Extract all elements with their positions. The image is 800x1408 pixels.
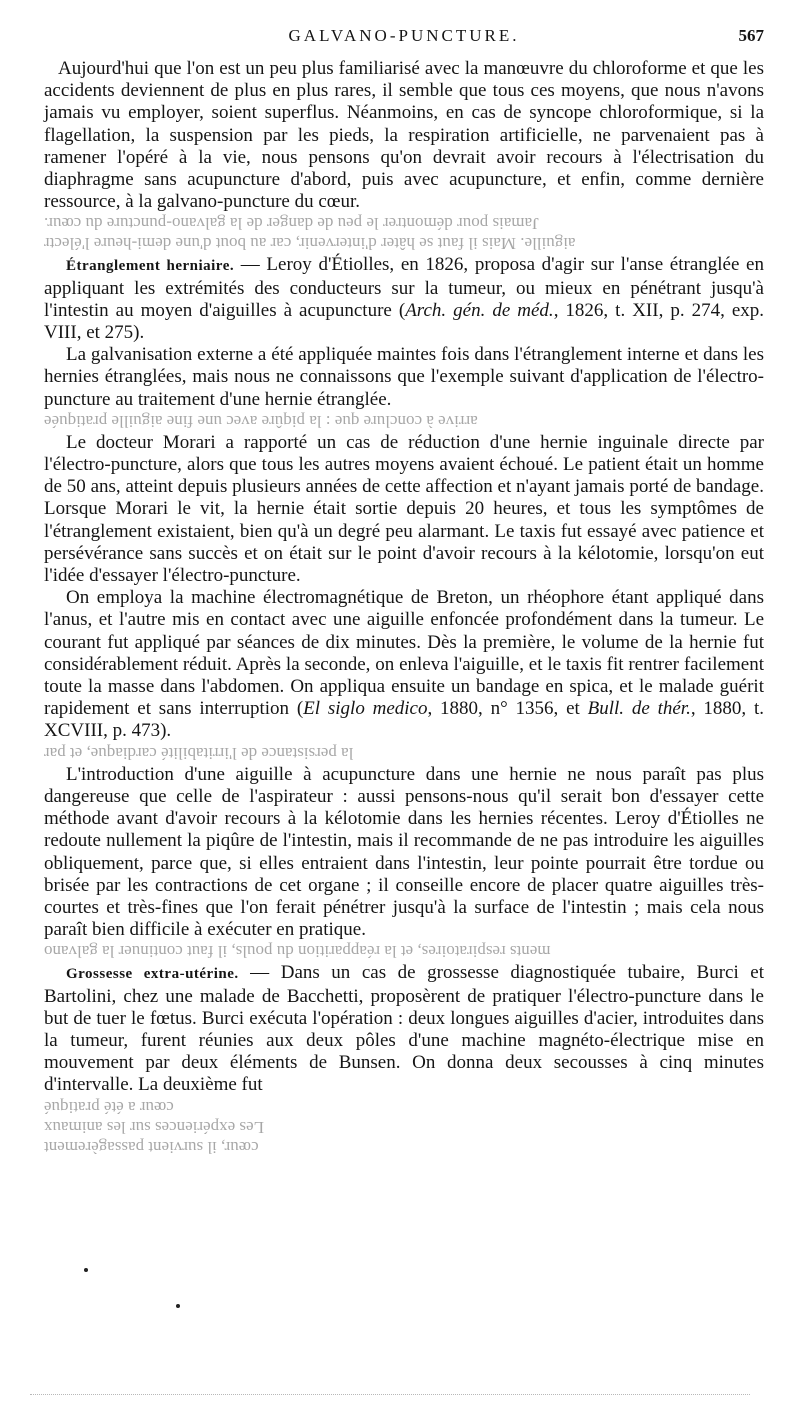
show-through-line: la persistance de l'irritabilité cardiaque, et par bbox=[44, 743, 354, 763]
show-through-line: Les expériences sur les animaux bbox=[44, 1117, 264, 1137]
paragraph-needle: L'introduction d'une aiguille à acupuncture dans une hernie ne nous paraît pas plus dangereuse que celle de l'aspirateur : aussi pensons-nous qu'il serait bon d'essayer cette méthode avant d'avoir recours à la kélotomie dans les hernies récentes. Leroy d'Étiolles ne redoute nullement la piqûre de l'intestin, mais il recommande de ne pas introduire les aiguilles obliquement, parce que, si elles entraient dans l'intestin, leur pointe pourrait être tordue ou brisée par les contractions de cet organe ; il conseille encore de placer quatre aiguilles très-courtes et très-fines que l'on ferait pénétrer jusqu'à la surface de l'intestin ; mais cela nous paraît bien difficile à exécuter en pratique. bbox=[44, 763, 764, 941]
show-through-line: arrive à conclure que : la piqûre avec une fine aiguille pratiquée bbox=[44, 411, 478, 431]
show-through-line: ments respiratoires, et la réapparition du pouls, il faut continuer la galvano bbox=[44, 942, 551, 962]
section-heading-pregnancy: Grossesse extra-utérine. bbox=[66, 966, 239, 983]
paragraph-morari: Le docteur Morari a rapporté un cas de réduction d'une hernie inguinale directe par l'électro-puncture, alors que tous les autres moyens avaient échoué. Le patient était un homme de 50 ans, atteint depuis plusieurs années de cette affection et n'ayant jamais porté de bandage. Lorsque Morari le vit, la hernie était sortie depuis 20 heures, et tous les symptômes de l'étranglement existaient, bien qu'à un degré peu alarmant. Le taxis fut essayé avec patience et persévérance sans succès et on était sur le point d'avoir recours à la kélotomie, lorsqu'on eut l'idée d'essayer l'électro-puncture. bbox=[44, 431, 764, 587]
paragraph-breton: On employa la machine électromagnétique de Breton, un rhéophore étant appliqué dans l'anus, et l'autre mis en contact avec une aiguille enfoncée profondément dans la tumeur. Le courant fut appliqué par séances de dix minutes. Dès la première, le volume de la hernie fut considérablement réduit. Après la seconde, on enleva l'aiguille, et le taxis fit rentrer facilement toute la masse dans l'abdomen. On appliqua ensuite un bandage en spica, et le malade guérit rapidement et sans interruption (El siglo medico, 1880, n° 1356, et Bull. de thér., 1880, t. XCVIII, p. 473). bbox=[44, 587, 764, 742]
paragraph-pregnancy: Grossesse extra-utérine. — Dans un cas de grossesse diagnostiquée tubaire, Burci et Bartolini, chez une malade de Bacchetti, proposèrent de pratiquer l'électro-puncture dans le but de tuer le fœtus. Burci exécuta l'opération : deux longues aiguilles d'acier, introduites dans la tumeur, furent réunies aux deux pôles d'une machine magnéto-électrique mise en mouvement par deux éléments de Bunsen. On donna deux secousses à cinq minutes d'intervalle. La deuxième fut bbox=[44, 962, 764, 1096]
ink-speck bbox=[176, 1304, 180, 1308]
citation-title: Bull. de thér. bbox=[587, 698, 691, 720]
page-number: 567 bbox=[738, 26, 764, 45]
section-heading-hernia: Étranglement herniaire. bbox=[66, 258, 235, 275]
citation-title: El siglo medico bbox=[303, 698, 428, 720]
scan-edge-line bbox=[30, 1394, 750, 1396]
show-through-line: cœur a été pratiqué bbox=[44, 1097, 174, 1117]
citation-title: Arch. gén. de méd. bbox=[405, 299, 554, 321]
ink-speck bbox=[84, 1268, 88, 1272]
running-title: GALVANO-PUNCTURE. bbox=[288, 26, 520, 45]
show-through-line: cœur, il survient passagèrement bbox=[44, 1137, 259, 1157]
show-through-line: aiguille. Mais il faut se hâter d'intervenir, car au bout d'une demi-heure l'électr bbox=[44, 234, 576, 254]
paragraph-galvanisation: La galvanisation externe a été appliquée maintes fois dans l'étranglement interne et dans les hernies étranglées, mais nous ne connaissons que l'exemple suivant d'application de l'électro-puncture au traitement d'une hernie étranglée. bbox=[44, 344, 764, 410]
body-text bbox=[44, 58, 764, 1158]
page-header bbox=[44, 26, 764, 52]
paragraph-hernia: Étranglement herniaire. — Leroy d'Étiolles, en 1826, proposa d'agir sur l'anse étranglée en appliquant les extrémités des conducteurs sur la tumeur, ou mieux en pénétrant jusqu'à l'intestin au moyen d'aiguilles à acupuncture (Arch. gén. de méd., 1826, t. XII, p. 274, exp. VIII, et 275). bbox=[44, 254, 765, 344]
show-through-line: Jamais pour démontrer le peu de danger de la galvano-puncture du cœur. bbox=[44, 214, 539, 234]
paragraph-chloroform: Aujourd'hui que l'on est un peu plus familiarisé avec la manœuvre du chloroforme et que les accidents deviennent de plus en plus rares, il semble que tous ces moyens, que nous n'avons jamais vu employer, soient superflus. Néanmoins, en cas de syncope chloroformique, si la flagellation, la suspension par les pieds, la respiration artificielle, ne parvenaient pas à ramener l'opéré à la vie, nous pensons qu'on devrait avoir recours à l'électrisation du diaphragme sans acupuncture d'abord, puis avec acupuncture, et enfin, comme dernière ressource, à la galvano-puncture du cœur. bbox=[44, 58, 764, 213]
